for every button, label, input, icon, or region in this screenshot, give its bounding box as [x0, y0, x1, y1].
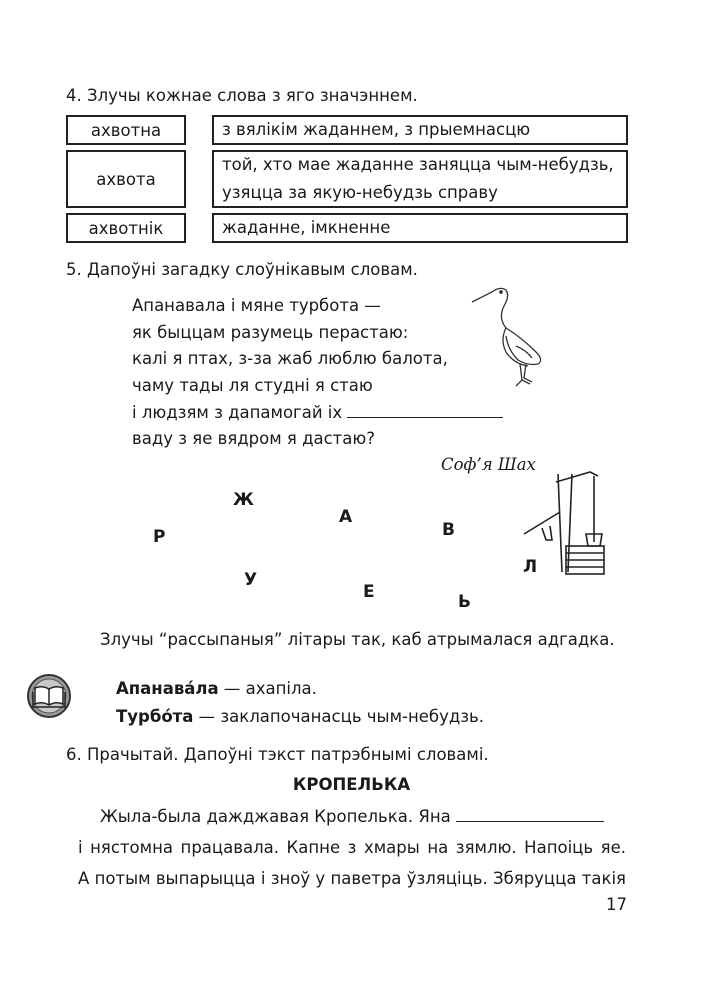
glossary-term: Апанава́ла — [116, 679, 219, 698]
task5-title: 5. Дапоўні загадку слоўнікавым словам. — [66, 260, 418, 279]
dictionary-book-icon — [25, 672, 73, 720]
poem-line: ваду з яе вядром я дастаю? — [132, 428, 376, 448]
letters-instruction: Злучы “рассыпаныя” літары так, каб атрымалася адгадка. — [100, 630, 615, 649]
meaning-box — [212, 115, 628, 145]
task6-title: 6. Прачытай. Дапоўні тэкст патрэбнымі словамі. — [66, 745, 489, 764]
glossary-definition: — ахапіла. — [218, 679, 317, 698]
letter[interactable]: Р — [153, 527, 166, 547]
poem-line: Апанавала і мяне турбота — — [132, 296, 381, 315]
task4-title: 4. Злучы кожнае слова з яго значэннем. — [66, 86, 418, 105]
page-number: 17 — [606, 895, 627, 914]
letter[interactable]: У — [244, 570, 258, 590]
story-line: А потым выпарыцца і зноў у паветра ўзляціць. Збяруцца такія — [78, 869, 626, 888]
word: ахвотна — [90, 120, 162, 140]
answer-blank[interactable] — [456, 806, 604, 822]
letter[interactable]: Л — [523, 557, 538, 577]
poem-author: Соф’я Шах — [441, 455, 536, 474]
meaning: з вялікім жаданнем, з прыемнасцю — [222, 120, 531, 139]
letter[interactable]: Ь — [458, 592, 471, 612]
well-illustration — [520, 462, 605, 584]
word-box — [66, 213, 186, 243]
meaning: той, хто мае жаданне заняцца чым-небудзь, — [222, 155, 614, 174]
letter[interactable]: А — [339, 507, 353, 527]
letter[interactable]: Е — [363, 582, 375, 602]
glossary — [116, 675, 484, 731]
poem-line: калі я птах, з-за жаб люблю балота, — [132, 349, 448, 368]
word-box — [66, 150, 186, 208]
letter[interactable]: В — [442, 520, 455, 540]
word: ахвотнік — [88, 218, 164, 238]
heron-illustration — [470, 280, 565, 388]
glossary-definition: — заклапочанасць чым-небудзь. — [193, 707, 485, 726]
word-box — [66, 115, 186, 145]
story-line: і нястомна працавала. Капне з хмары на зямлю. Напоіць яе. — [78, 838, 626, 857]
story-line — [100, 801, 604, 832]
glossary-term: Турбо́та — [116, 707, 194, 726]
poem-line: і людзям з дапамогай іх — [132, 403, 343, 422]
word: ахвота — [96, 169, 156, 189]
letter[interactable]: Ж — [233, 490, 254, 510]
answer-blank[interactable] — [347, 402, 503, 418]
meaning-box — [212, 150, 628, 208]
poem-line: чаму тады ля студні я стаю — [132, 375, 373, 395]
meaning-box — [212, 213, 628, 243]
story-heading: КРОПЕЛЬКА — [292, 775, 411, 794]
poem-line: як быццам разумець перастаю: — [132, 322, 409, 342]
story-text: Жыла-была дажджавая Кропелька. Яна — [100, 807, 451, 826]
meaning: узяцца за якую-небудзь справу — [222, 183, 498, 202]
meaning: жаданне, імкненне — [222, 218, 391, 237]
riddle-poem — [132, 296, 503, 455]
